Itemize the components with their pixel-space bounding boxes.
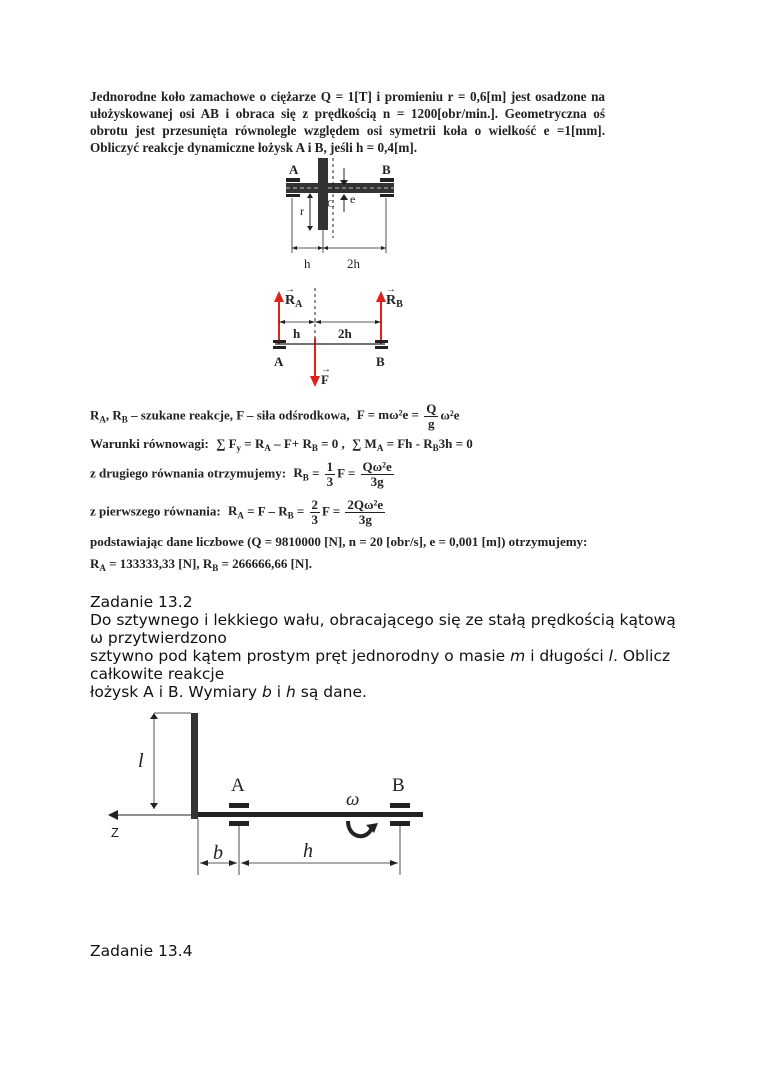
label-b: B [382, 162, 391, 177]
force-diagram [265, 282, 415, 392]
label-r: r [300, 204, 304, 218]
solution-line-1: $R_A$, $R_B$ – szukane reakcje, F – siła odśrodkowa, F = mω²e = $\frac{Q}{g}$ ω²e [90, 401, 460, 431]
problem-13-4-title: Zadanie 13.4 [90, 942, 193, 960]
label-l: l [138, 750, 144, 772]
label-b: B [392, 775, 405, 796]
label-z: Z [111, 825, 119, 840]
problem-13-2-line4: całkowite reakcje [90, 665, 225, 683]
svg-text:→: → [386, 284, 396, 295]
solution-line-6: $R_A = 133333,33$ [N], $R_B = 266666,66$ [N]. [90, 556, 312, 573]
label-h: h [293, 326, 301, 341]
problem-statement: Jednorodne koło zamachowe o ciężarze Q = 1[T] i promieniu r = 0,6[m] jest osadzone na ułożyskowanej osi AB i obraca się z prędkością n = 1200[obr/min.]. Geometryczna oś obrotu jest przesunięta równolegle względem osi symetrii koła o wielkość e =1[mm]. Obliczyć reakcje dynamiczne łożysk A i B, jeśli h = 0,4[m]. [90, 89, 605, 155]
shaft-rod-diagram [100, 705, 430, 880]
label-b-dim: b [213, 842, 223, 864]
label-omega: ω [346, 789, 360, 810]
rotation-arrow [348, 821, 372, 836]
vertical-rod [191, 713, 198, 819]
label-c: C [327, 198, 335, 210]
label-a: A [274, 354, 284, 369]
solution-line-2: Warunki równowagi: ∑ $F_y = R_A - F+ R_B = 0$ , ∑ $M_A = Fh - R_B3h = 0$ [90, 436, 473, 453]
bearing-a [286, 178, 300, 182]
bearing-b [390, 803, 410, 808]
label-2h: 2h [338, 326, 352, 341]
label-h: h [303, 840, 313, 862]
solution-line-3: z drugiego równania otrzymujemy: $R_B$ = $\frac{1}{3}$ F = $\frac{\text{Qω²e}}{3g}$ [90, 459, 392, 489]
svg-text:→: → [321, 364, 331, 375]
problem-13-2-title: Zadanie 13.2 [90, 593, 193, 611]
label-2h: 2h [347, 256, 360, 271]
label-b: B [376, 354, 385, 369]
bearing-b [380, 178, 394, 182]
problem-13-2-line1: Do sztywnego i lekkiego wału, obracającego się ze stałą prędkością kątową [90, 611, 676, 629]
label-e: e [350, 192, 356, 206]
problem-13-2-line3: sztywno pod kątem prostym pręt jednorodny o masie m i długości l. Oblicz [90, 647, 671, 665]
svg-text:→: → [285, 284, 295, 295]
flywheel-diagram [280, 158, 400, 273]
label-ra: $R_A$ [285, 293, 303, 310]
label-rb: $R_B$ [386, 293, 403, 310]
solution-line-4: z pierwszego równania: $R_A = F - R_B$ = $\frac{2}{3}$ F = $\frac{\text{2Qω²e}}{3g}$ [90, 497, 384, 527]
label-f: F [321, 372, 329, 387]
label-h: h [304, 256, 311, 271]
flywheel-disk [318, 158, 328, 230]
bearing-a [229, 803, 249, 808]
solution-line-5: podstawiając dane liczbowe (Q = 9810000 [N], n = 20 [obr/s], e = 0,001 [m]) otrzymujemy: [90, 534, 588, 549]
problem-13-2-line5: łożysk A i B. Wymiary b i h są dane. [90, 683, 367, 701]
shaft [198, 812, 423, 817]
label-a: A [289, 162, 299, 177]
problem-13-2-line2: ω przytwierdzono [90, 629, 227, 647]
label-a: A [231, 775, 245, 796]
